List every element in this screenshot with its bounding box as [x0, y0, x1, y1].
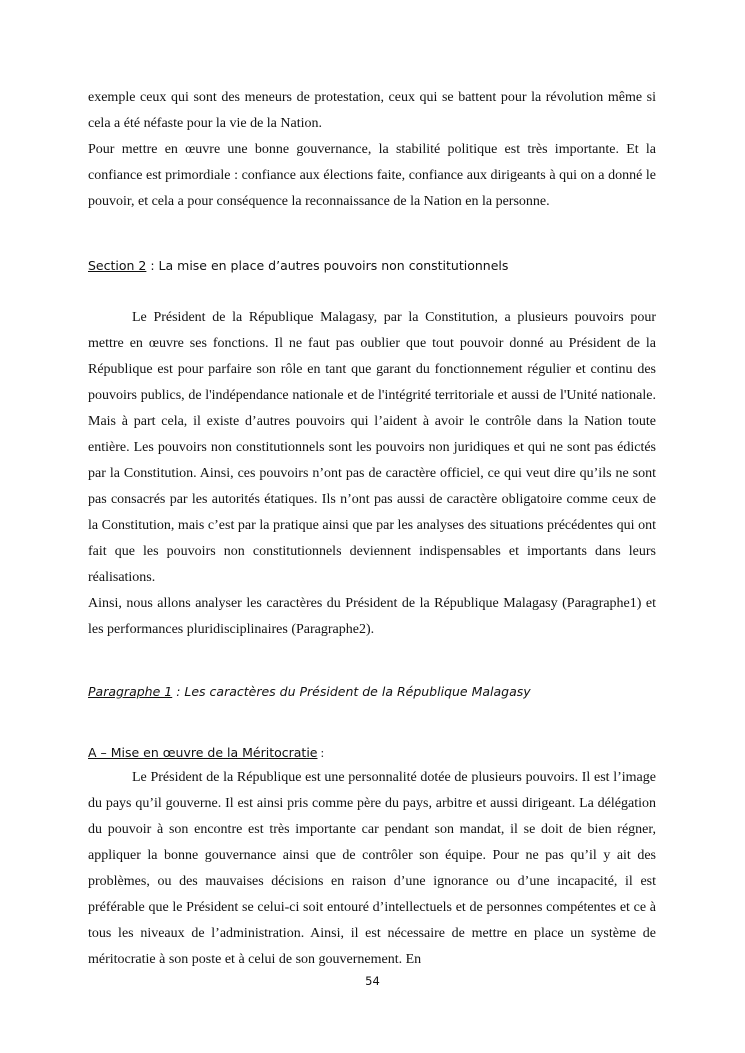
paragraph-1-separator: :: [172, 684, 185, 699]
section-2-paragraph-2: Ainsi, nous allons analyser les caractères du Président de la République Malagasy (Paragraphe1) et les performances pluridisciplinaires (Paragraphe2).: [88, 596, 656, 637]
section-2-separator: :: [146, 258, 159, 273]
section-2-body: [88, 305, 656, 643]
paragraph-1-title: Les caractères du Président de la République Malagasy: [184, 684, 531, 699]
section-2-paragraph-1: Le Président de la République Malagasy, par la Constitution, a plusieurs pouvoirs pour mettre en œuvre ses fonctions. Il ne faut pas oublier que tout pouvoir donné au Président de la République est pour parfaire son rôle en tant que garant du fonctionnement régulier et continu des pouvoirs publics, de l'indépendance nationale et de l'intégrité territoriale et aussi de l'Unité nationale. Mais à part cela, il existe d’autres pouvoirs qui l’aident à avoir le contrôle dans la Nation toute entière. Les pouvoirs non constitutionnels sont les pouvoirs non juridiques et qui ne sont pas édictés par la Constitution. Ainsi, ces pouvoirs n’ont pas de caractère officiel, ce qui veut dire qu’ils ne sont pas consacrés par les autorités étatiques. Ils n’ont pas aussi de caractère obligatoire comme ceux de la Constitution, mais c’est par la pratique ainsi que par les analyses des situations précédentes qui ont fait que les pouvoirs non constitutionnels deviennent indispensables et importants dans leurs réalisations.: [88, 310, 656, 585]
section-2-heading: [88, 256, 656, 276]
paragraph-1-heading: [88, 682, 656, 702]
intro-paragraph-2: Pour mettre en œuvre une bonne gouvernance, la stabilité politique est très importante. Et la confiance est primordiale : confiance aux élections faite, confiance aux dirigeants à qui on a donné le pouvoir, et cela a pour conséquence la reconnaissance de la Nation en la personne.: [88, 142, 656, 209]
section-2-title: La mise en place d’autres pouvoirs non constitutionnels: [158, 258, 509, 273]
subsection-a-suffix: :: [317, 746, 325, 760]
intro-block: [88, 85, 656, 215]
section-2-label: Section 2: [88, 258, 147, 273]
subsection-a-label: A – Mise en œuvre de la Méritocratie: [88, 745, 318, 760]
subsection-a-paragraph: Le Président de la République est une personnalité dotée de plusieurs pouvoirs. Il est l’image du pays qu’il gouverne. Il est ainsi pris comme père du pays, arbitre et aussi dirigeant. La délégation du pouvoir à son encontre est très importante car pendant son mandat, il se doit de bien régner, appliquer la bonne gouvernance ainsi que de contrôler son équipe. Pour ne pas qu’il y ait des problèmes, ou des mauvaises décisions en raison d’une ignorance ou d’une incapacité, il est préférable que le Président se celui-ci soit entouré d’intellectuels et de personnes compétentes et ce à tous les niveaux de l’administration. Ainsi, il est nécessaire de mettre en place un système de méritocratie à son poste et à celui de son gouvernement. En: [88, 770, 656, 967]
subsection-a-body: [88, 765, 656, 973]
page-number: 54: [365, 974, 380, 988]
paragraph-1-label: Paragraphe 1: [88, 684, 173, 699]
subsection-a-heading: [88, 743, 656, 763]
intro-paragraph-1: exemple ceux qui sont des meneurs de protestation, ceux qui se battent pour la révolution même si cela a été néfaste pour la vie de la Nation.: [88, 90, 656, 131]
